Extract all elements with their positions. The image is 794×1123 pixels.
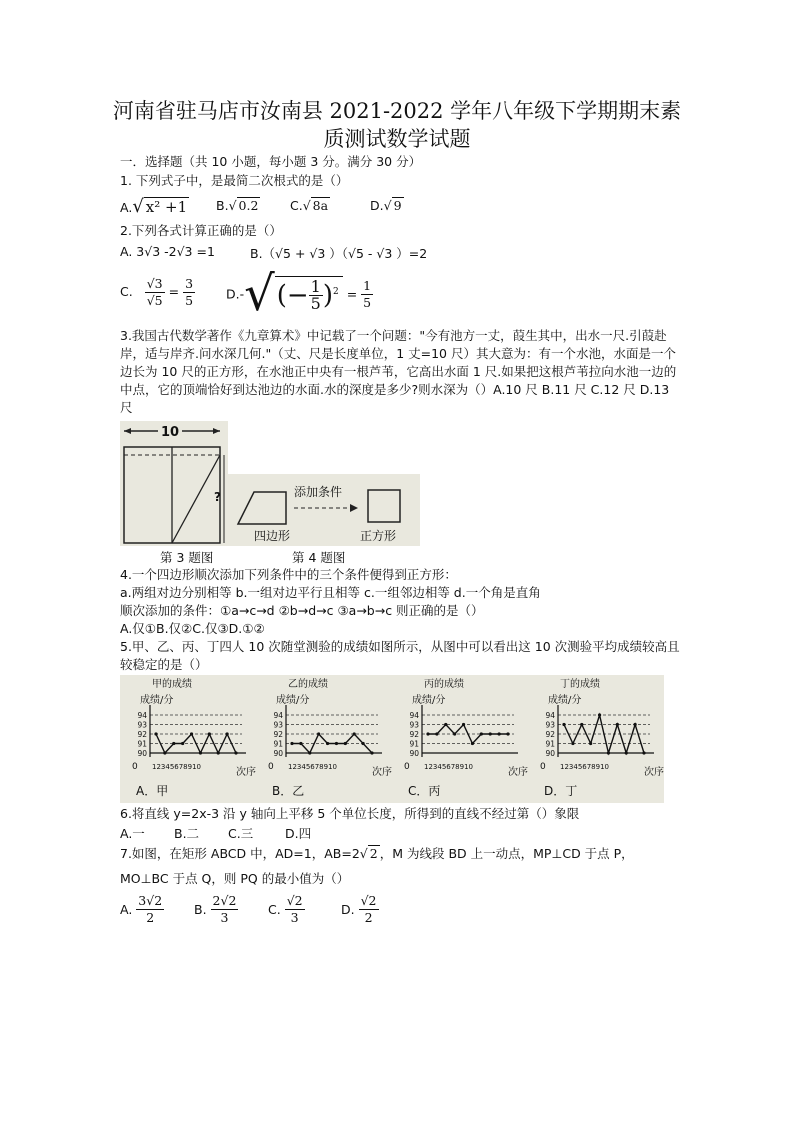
q7-line-1-post: ，M 为线段 BD 上一动点，MP⊥CD 于点 P， — [379, 846, 634, 861]
q7-option-c — [268, 893, 305, 926]
chart-3-point-10 — [506, 732, 509, 735]
q7-c-den: 3 — [290, 910, 299, 925]
chart-3-point-5 — [462, 723, 465, 726]
figure-4-svg — [228, 474, 420, 546]
q2-c-label: C. — [120, 284, 133, 299]
section-heading: 一．选择题（共 10 小题，每小题 3 分。满分 30 分） — [120, 154, 422, 169]
chart-3-point-8 — [489, 732, 492, 735]
q1-d-sqrt: √ 9 — [383, 198, 402, 213]
q2-d-label: D.- — [226, 286, 245, 302]
chart-2-point-5 — [326, 742, 329, 745]
chart-1-title: 甲的成绩 — [152, 679, 192, 690]
chart-2-ytick-93: 93 — [273, 720, 283, 730]
q2-stem: 2.下列各式计算正确的是（） — [120, 223, 282, 238]
chart-2-point-8 — [353, 732, 356, 735]
q2-option-a: A. 3√3 -2√3 =1 — [120, 244, 215, 259]
chart-1-xticks: 12345678910 — [152, 763, 201, 771]
chart-3-origin: 0 — [404, 762, 410, 772]
figure-4-caption: 第 4 题图 — [292, 550, 346, 565]
q2-d-sqrt-sign: √ — [244, 266, 275, 322]
q7-line-1 — [120, 845, 634, 863]
figure-3-pool — [120, 421, 228, 546]
figure-4-arrow-label: 添加条件 — [294, 485, 343, 499]
chart-3-ytick-91: 91 — [409, 739, 419, 749]
q2-d-inner-den: 5 — [310, 294, 321, 313]
chart-3-xlabel: 次序 — [508, 767, 528, 778]
q7-d-label: D. — [341, 902, 355, 917]
q4-conditions: a.两组对边分别相等 b.一组对边平行且相等 c.一组邻边相等 d.一个角是直角 — [120, 585, 541, 600]
chart-3-point-7 — [480, 732, 483, 735]
chart-3-ytick-92: 92 — [409, 730, 419, 739]
chart-2-point-3 — [308, 751, 311, 754]
q7-a-den: 2 — [146, 910, 155, 925]
figure-4-to-label: 正方形 — [360, 529, 397, 543]
chart-4-xlabel: 次序 — [644, 767, 664, 778]
q3-text: 3.我国古代数学著作《九章算术》中记载了一个问题："今有池方一丈，葭生其中，出水一尺.引葭赴岸，适与岸齐.问水深几何."（丈、尺是长度单位，1 丈=10 尺）其大意为：有一个水池，水面是一个边长为 10 尺的正方形，在水池正中央有一根芦苇，它高出水面 1 尺.如果把这根芦苇拉向水池一边的中点，它的顶端恰好到达池边的水面.水的深度是多少?则水深为（）A.10 尺 B.11 尺 C.12 尺 D.13 尺 — [120, 328, 677, 415]
q5-text: 5.甲、乙、丙、丁四人 10 次随堂测验的成绩如图所示，从图中可以看出这 10 次测验平均成绩较高且较稳定的是（） — [120, 639, 680, 672]
q7-b-label: B. — [194, 902, 207, 917]
chart-4-point-1 — [562, 723, 565, 726]
chart-2-xticks: 12345678910 — [288, 763, 337, 771]
q7-b-fraction — [211, 893, 239, 926]
q1-b-radicand: 0.2 — [238, 198, 259, 213]
chart-2-ylabel: 成绩/分 — [276, 695, 310, 706]
q1-c-sqrt: √ 8a — [302, 198, 329, 213]
chart-4-title: 丁的成绩 — [560, 679, 600, 690]
q7-c-label: C. — [268, 902, 281, 917]
figure-3-svg — [120, 421, 228, 546]
q1-stem: 1. 下列式子中，是最简二次根式的是（） — [120, 173, 349, 188]
q2-c-den: √5 — [146, 293, 163, 308]
q6-option-c: C.三 — [228, 826, 254, 841]
chart-2-ytick-90: 90 — [273, 749, 283, 758]
q2-c-fraction-left — [145, 276, 165, 309]
q2-d-equals: = — [346, 286, 358, 302]
chart-1-point-9 — [226, 732, 229, 735]
q7-c-fraction — [285, 893, 305, 926]
chart-1-point-7 — [208, 732, 211, 735]
chart-4-point-8 — [625, 751, 628, 754]
chart-2-ytick-92: 92 — [273, 730, 283, 739]
chart-1-ylabel: 成绩/分 — [140, 695, 174, 706]
q6-option-a: A.一 — [120, 826, 145, 841]
chart-4-point-6 — [607, 751, 610, 754]
chart-4-point-4 — [589, 742, 592, 745]
q5-charts-panel — [120, 675, 664, 803]
chart-2-point-2 — [299, 742, 302, 745]
title-line-2: 质测试数学试题 — [323, 127, 471, 151]
chart-2-ytick-94: 94 — [273, 711, 283, 720]
figure-3-caption: 第 3 题图 — [160, 550, 214, 565]
chart-3-point-6 — [471, 742, 474, 745]
chart-4-point-3 — [580, 723, 583, 726]
q7-a-num: 3√2 — [138, 893, 163, 908]
q6-option-d: D.四 — [285, 826, 312, 841]
chart-3-point-4 — [453, 732, 456, 735]
chart-2-ytick-91: 91 — [273, 739, 283, 749]
q1-option-d — [370, 198, 404, 213]
q1-a-sqrt: √ x² +1 — [132, 196, 188, 217]
chart-2-point-10 — [370, 751, 373, 754]
q2-d-inner-num: 1 — [310, 277, 321, 296]
figure-4-from-label: 四边形 — [254, 529, 291, 543]
q2-c-rden: 5 — [185, 293, 194, 308]
q6-option-b: B.二 — [174, 826, 200, 841]
chart-1-point-2 — [163, 751, 166, 754]
chart-1-point-6 — [199, 751, 202, 754]
chart-1-point-3 — [172, 742, 175, 745]
chart-3-title: 丙的成绩 — [424, 679, 464, 690]
chart-2-title: 乙的成绩 — [288, 679, 328, 690]
chart-2-option: B．乙 — [272, 784, 305, 798]
chart-1-point-5 — [190, 732, 193, 735]
q7-d-fraction — [359, 893, 379, 926]
chart-4-point-7 — [616, 723, 619, 726]
q7-c-num: √2 — [286, 893, 303, 908]
chart-1-ytick-90: 90 — [137, 749, 147, 758]
q1-c-radicand: 8a — [312, 198, 329, 213]
q2-c-rnum: 3 — [185, 276, 194, 291]
chart-1-point-10 — [234, 751, 237, 754]
q7-b-den: 3 — [220, 910, 229, 925]
chart-2-origin: 0 — [268, 762, 274, 772]
q2-d-inner-fraction — [309, 279, 323, 312]
q1-option-a — [120, 196, 189, 217]
chart-1-ytick-92: 92 — [137, 730, 147, 739]
chart-4-point-9 — [634, 723, 637, 726]
figure-3-question-mark: ? — [214, 490, 221, 504]
q7-option-b — [194, 893, 238, 926]
q6-stem: 6.将直线 y=2x-3 沿 y 轴向上平移 5 个单位长度，所得到的直线不经过第（）象限 — [120, 806, 580, 821]
figure-3-label-10: 10 — [160, 425, 180, 440]
q7-d-num: √2 — [360, 893, 377, 908]
figure-4-quadrilateral — [228, 474, 420, 546]
q2-c-fraction-right — [183, 276, 195, 309]
q7-line-2: MO⊥BC 于点 Q，则 PQ 的最小值为（） — [120, 871, 350, 886]
q1-option-b — [216, 198, 260, 213]
chart-2-xlabel: 次序 — [372, 767, 392, 778]
chart-1-point-8 — [217, 751, 220, 754]
chart-4-origin: 0 — [540, 762, 546, 772]
q2-d-fraction-right — [361, 278, 373, 311]
chart-3-point-9 — [498, 732, 501, 735]
chart-4-ytick-92: 92 — [545, 730, 555, 739]
q1-a-label: A. — [120, 200, 133, 215]
chart-2-point-6 — [335, 742, 338, 745]
q2-d-rnum: 1 — [363, 277, 372, 293]
q7-b-num: 2√2 — [212, 893, 237, 908]
q5-charts-svg — [120, 675, 664, 803]
q2-option-d — [226, 266, 373, 322]
q7-sqrt: √ 2 — [359, 846, 378, 861]
q7-line-1-pre: 7.如图，在矩形 ABCD 中，AD=1，AB=2 — [120, 846, 360, 861]
chart-4-ytick-93: 93 — [545, 720, 555, 730]
chart-4-ylabel: 成绩/分 — [548, 695, 582, 706]
chart-4-ytick-91: 91 — [545, 739, 555, 749]
q1-d-label: D. — [370, 198, 384, 213]
chart-2-point-4 — [317, 732, 320, 735]
q2-option-c — [120, 276, 195, 309]
q2-c-equals: = — [168, 284, 180, 299]
q7-option-d — [341, 893, 379, 926]
chart-3-ytick-94: 94 — [409, 711, 419, 720]
chart-1-point-4 — [181, 742, 184, 745]
chart-1-option: A．甲 — [136, 784, 169, 798]
q2-option-b: B.（√5 + √3 ）（√5 - √3 ）=2 — [250, 246, 428, 261]
chart-3-ytick-90: 90 — [409, 749, 419, 758]
chart-4-ytick-90: 90 — [545, 749, 555, 758]
chart-2-point-9 — [362, 742, 365, 745]
q1-b-label: B. — [216, 198, 229, 213]
chart-1-ytick-94: 94 — [137, 711, 147, 720]
chart-4-ytick-94: 94 — [545, 711, 555, 720]
chart-4-point-5 — [598, 713, 601, 716]
q7-option-a — [120, 893, 164, 926]
q4-stem: 4.一个四边形顺次添加下列条件中的三个条件便得到正方形： — [120, 567, 457, 582]
chart-3-option: C．丙 — [408, 784, 441, 798]
chart-2-point-1 — [290, 742, 293, 745]
q4-order: 顺次添加的条件：①a→c→d ②b→d→c ③a→b→c 则正确的是（） — [120, 603, 484, 618]
q7-d-den: 2 — [364, 910, 373, 925]
chart-1-ytick-91: 91 — [137, 739, 147, 749]
q2-d-rden: 5 — [363, 294, 372, 310]
chart-3-xticks: 12345678910 — [424, 763, 473, 771]
q1-c-label: C. — [290, 198, 303, 213]
q1-b-sqrt: √ 0.2 — [228, 198, 259, 213]
chart-1-xlabel: 次序 — [236, 767, 256, 778]
chart-4-point-10 — [642, 751, 645, 754]
chart-1-point-1 — [154, 732, 157, 735]
q4-options: A.仅①B.仅②C.仅③D.①② — [120, 621, 265, 636]
q1-d-radicand: 9 — [393, 198, 402, 213]
chart-4-point-2 — [571, 742, 574, 745]
q2-c-num: √3 — [146, 276, 163, 291]
chart-1-ytick-93: 93 — [137, 720, 147, 730]
chart-4-option: D．丁 — [544, 784, 578, 798]
q2-d-radicand: (− $\frac{1}{5}$ )$^2$ — [275, 276, 343, 312]
chart-2-point-7 — [344, 742, 347, 745]
chart-4-xticks: 12345678910 — [560, 763, 609, 771]
title-line-1: 河南省驻马店市汝南县 2021-2022 学年八年级下学期期末素 — [112, 99, 682, 123]
chart-1-origin: 0 — [132, 762, 138, 772]
chart-3-point-2 — [435, 732, 438, 735]
chart-3-ytick-93: 93 — [409, 720, 419, 730]
chart-3-ylabel: 成绩/分 — [412, 695, 446, 706]
q7-a-fraction — [136, 893, 164, 926]
q1-option-c — [290, 198, 330, 213]
chart-3-point-1 — [426, 732, 429, 735]
q7-sqrt-radicand: 2 — [369, 846, 378, 861]
q7-a-label: A. — [120, 902, 133, 917]
q1-a-radicand: x² +1 — [145, 198, 188, 216]
chart-3-point-3 — [444, 723, 447, 726]
